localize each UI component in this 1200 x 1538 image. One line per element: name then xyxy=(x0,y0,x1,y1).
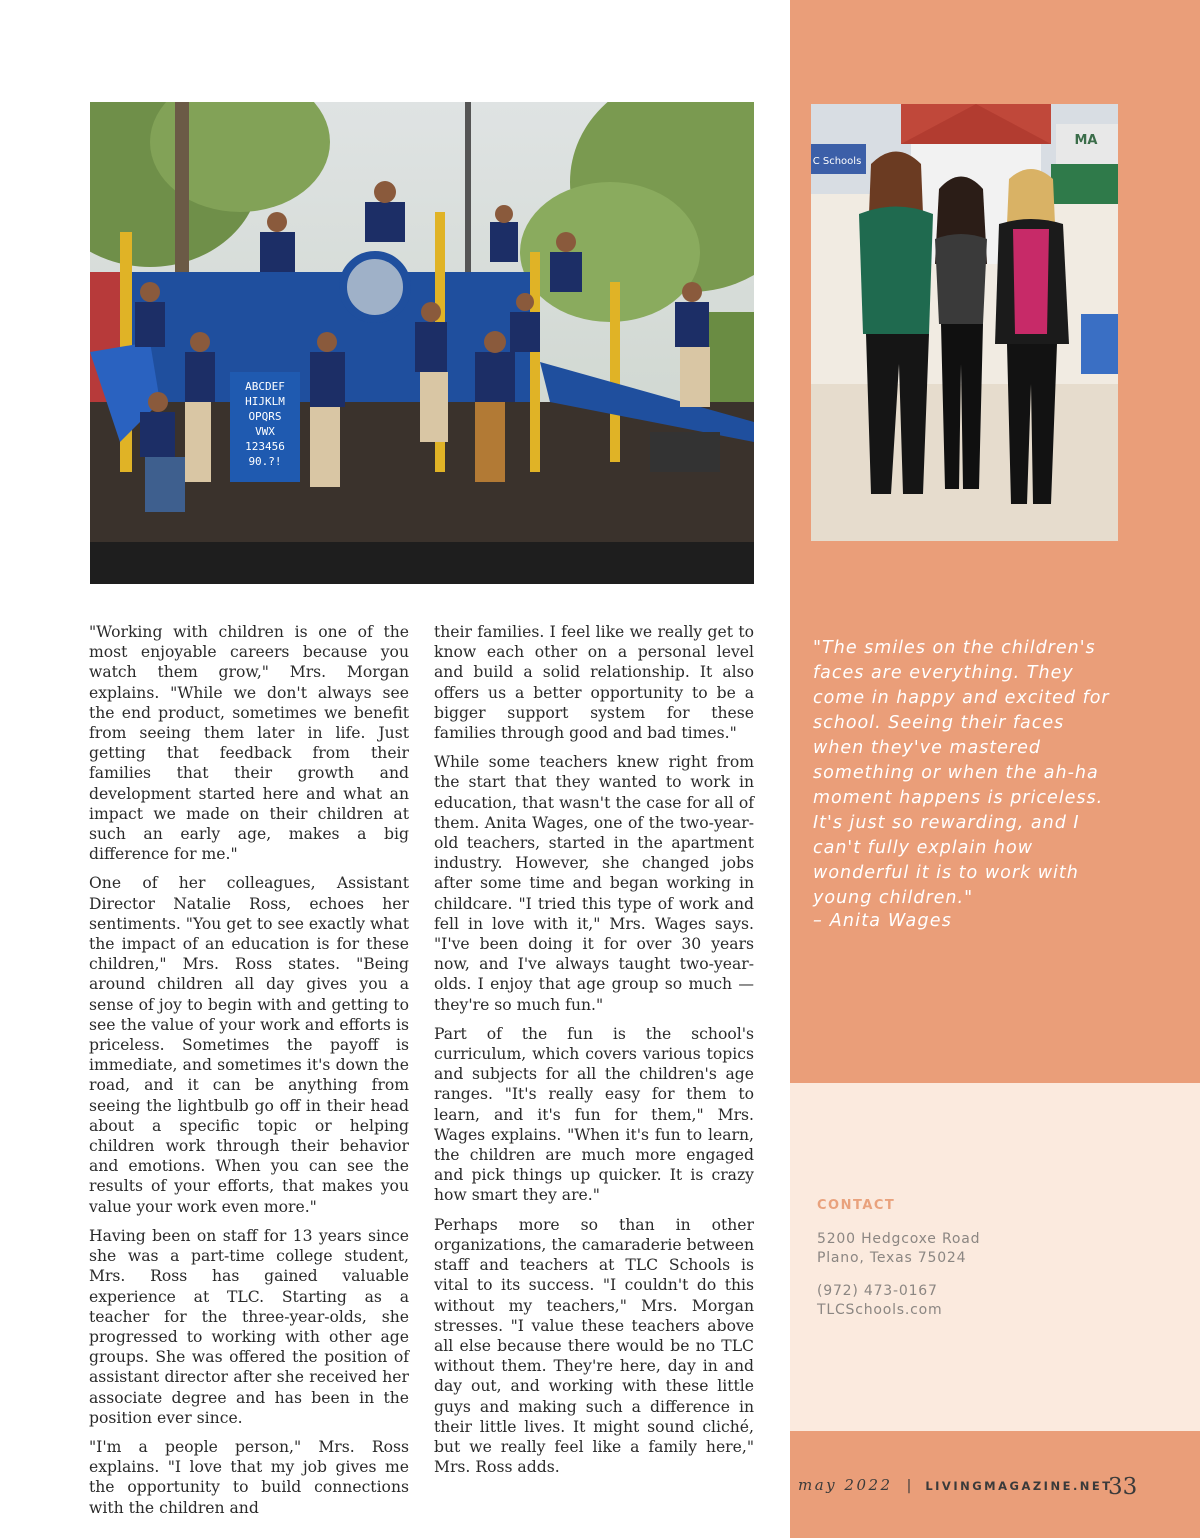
panel-letters-row-3: OPQRS xyxy=(248,410,282,423)
contact-website: TLCSchools.com xyxy=(817,1302,943,1318)
staff-trio-photo xyxy=(811,104,1118,541)
footer-separator: | xyxy=(906,1478,912,1494)
article-column-left xyxy=(89,622,409,1527)
school-sign-text: C Schools xyxy=(812,156,862,167)
contact-address-city: Plano, Texas 75024 xyxy=(817,1250,967,1266)
panel-letters-row-1: ABCDEF xyxy=(245,380,285,393)
article-paragraph: One of her colleagues, Assistant Director Natalie Ross, echoes her sentiments. "You get to see exactly what the impact of an education is for these children," Mrs. Ross states. "Being around children all day gives you a sense of joy to begin with and getting to see the value of your work and efforts is priceless. Sometimes the payoff is immediate, and sometimes it's down the road, and it can be anything from seeing the lightbulb go off in their head about a specific topic or helping children work through their behavior and emotions. When you can see the results of your efforts, that makes you value your work even more." xyxy=(89,874,409,1216)
article-paragraph: their families. I feel like we really get to know each other on a personal level and build a solid relationship. It also offers us a better opportunity to be a bigger support system for these families through good and bad times." xyxy=(434,623,754,743)
pull-quote: "The smiles on the children's faces are everything. They come in happy and excited for school. Seeing their faces when they've mastered something or when the ah-ha moment happens is priceless. It's just so rewarding, and I can't fully explain how wonderful it is to work with young children." xyxy=(813,638,1110,908)
contact-address-street: 5200 Hedgcoxe Road xyxy=(817,1231,981,1247)
page-footer xyxy=(798,1476,1113,1506)
panel-letters-row-2: HIJKLM xyxy=(245,395,285,408)
magazine-website: LIVINGMAGAZINE.NET xyxy=(925,1479,1113,1493)
article-paragraph: While some teachers knew right from the start that they wanted to work in education, that wasn't the case for all of them. Anita Wages, one of the two-year-old teachers, started in the apartment industry. However, she changed jobs after some time and began working in childcare. "I tried this type of work and fell in love with it," Mrs. Wages says. "I've been doing it for over 30 years now, and I've always taught two-year-olds. I enjoy that age group so much — they're so much fun." xyxy=(434,753,754,1014)
contact-phone: (972) 473-0167 xyxy=(817,1283,938,1299)
article-paragraph: Perhaps more so than in other organizations, the camaraderie between staff and teachers at TLC Schools is vital to its success. "I couldn't do this without my teachers," Mrs. Morgan stresses. "I value these teachers above all else because there would be no TLC without them. They're here, day in and day out, and working with these little guys and making such a difference in their little lives. It might sound cliché, but we really feel like a family here," Mrs. Ross adds. xyxy=(434,1215,754,1477)
playground-group-photo xyxy=(90,102,754,584)
panel-letters-row-5: 123456 xyxy=(245,440,285,453)
issue-date: may 2022 xyxy=(798,1476,893,1494)
store-sign-text: MA xyxy=(1074,133,1098,148)
article-paragraph: "Working with children is one of the most enjoyable careers because you watch them grow," Mrs. Morgan explains. "While we don't always see the end product, sometimes we benefit from seeing them later in life. Just getting that feedback from their families that their growth and development started here and what an impact we made on their children at such an early age, makes a big difference for me." xyxy=(89,623,409,864)
contact-heading: CONTACT xyxy=(817,1198,896,1213)
page-number: 33 xyxy=(1108,1474,1138,1500)
panel-letters-row-4: VWX xyxy=(255,425,275,438)
panel-letters-row-6: 90.?! xyxy=(248,455,282,468)
article-paragraph: Part of the fun is the school's curriculum, which covers various topics and subjects for all the children's age ranges. "It's really easy for them to learn, and it's fun for them," Mrs. Wages explains. "When it's fun to learn, the children are much more engaged and pick things up quicker. It is crazy how smart they are." xyxy=(434,1024,754,1205)
article-paragraph: "I'm a people person," Mrs. Ross explains. "I love that my job gives me the opportunity to build connections with the children and xyxy=(89,1437,409,1517)
article-paragraph: Having been on staff for 13 years since she was a part-time college student, Mrs. Ross has gained valuable experience at TLC. Starting as a teacher for the three-year-olds, she progressed to working with other age groups. She was offered the position of assistant director after she received her associate degree and has been in the position ever since. xyxy=(89,1226,409,1427)
article-column-right xyxy=(434,622,754,1486)
pull-quote-author: – Anita Wages xyxy=(813,911,953,931)
